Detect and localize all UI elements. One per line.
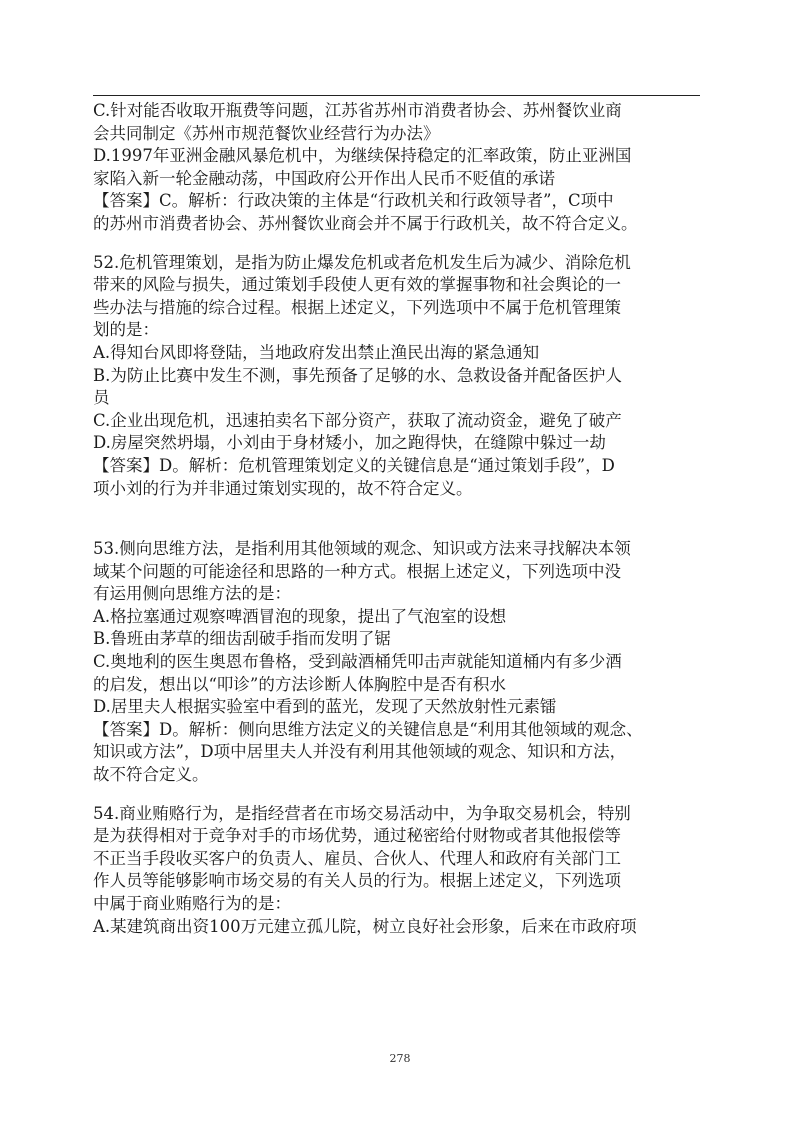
q52-stem-line-1: 52.危机管理策划，是指为防止爆发危机或者危机发生后为减少、消除危机 [93, 252, 631, 272]
q52-stem-line-2: 带来的风险与损失，通过策划手段使人更有效的掌握事物和社会舆论的一 [93, 275, 621, 295]
q53-answer-line-2: 知识或方法”，D项中居里夫人并没有利用其他领域的观念、知识和方法， [93, 742, 627, 762]
spacer [93, 787, 703, 803]
q51-option-d-line-2: 家陷入新一轮金融动荡，中国政府公开作出人民币不贬值的承诺 [93, 168, 555, 188]
q53-option-b: B.鲁班由茅草的细齿刮破手指而发明了锯 [93, 629, 391, 649]
q51-option-c-line-2: 会共同制定《苏州市规范餐饮业经营行为办法》 [93, 123, 440, 143]
q52-option-b-line-1: B.为防止比赛中发生不测，事先预备了足够的水、急救设备并配备医护人 [93, 365, 622, 385]
q51-option-c-line-1: C.针对能否收取开瓶费等问题，江苏省苏州市消费者协会、苏州餐饮业商 [93, 101, 622, 120]
q51-answer-line-2: 的苏州市消费者协会、苏州餐饮业商会并不属于行政机关，故不符合定义。 [93, 213, 638, 233]
q53-stem-line-3: 有运用侧向思维方法的是： [93, 584, 291, 604]
q53-stem-line-2: 域某个问题的可能途径和思路的一种方式。根据上述定义，下列选项中没 [93, 561, 621, 581]
q53-answer-line-3: 故不符合定义。 [93, 765, 209, 785]
q53-option-a: A.格拉塞通过观察啤酒冒泡的现象，提出了气泡室的设想 [93, 606, 507, 626]
q53-stem-line-1: 53.侧向思维方法，是指利用其他领域的观念、知识或方法来寻找解决本领 [93, 539, 631, 559]
q53-option-c-line-1: C.奥地利的医生奥恩布鲁格，受到敲酒桶凭叩击声就能知道桶内有多少酒 [93, 652, 622, 672]
q54-stem-line-1: 54.商业贿赂行为，是指经营者在市场交易活动中，为争取交易机会，特别 [93, 803, 631, 823]
q54-stem-line-5: 中属于商业贿赂行为的是： [93, 894, 291, 913]
q52-stem-line-3: 些办法与措施的综合过程。根据上述定义，下列选项中不属于危机管理策 [93, 297, 621, 317]
q53-option-d: D.居里夫人根据实验室中看到的蓝光，发现了天然放射性元素镭 [93, 697, 557, 717]
q52-answer-line-1: 【答案】D。解析：危机管理策划定义的关键信息是“通过策划手段”，D [93, 455, 615, 475]
q51-answer-line-1: 【答案】C。解析：行政决策的主体是“行政机关和行政领导者”，C项中 [93, 191, 614, 211]
spacer [93, 500, 703, 538]
q52-option-d: D.房屋突然坍塌，小刘由于身材矮小，加之跑得快，在缝隙中躲过一劫 [93, 433, 606, 453]
spacer [93, 236, 703, 252]
q53-answer-line-1: 【答案】D。解析：侧向思维方法定义的关键信息是“利用其他领域的观念、 [93, 719, 643, 739]
q52-option-c: C.企业出现危机，迅速拍卖名下部分资产，获取了流动资金，避免了破产 [93, 410, 622, 430]
q54-stem-line-4: 作人员等能够影响市场交易的有关人员的行为。根据上述定义，下列选项 [93, 871, 621, 891]
page-number: 278 [389, 1052, 411, 1065]
q54-option-a-line-1: A.某建筑商出资100万元建立孤儿院，树立良好社会形象，后来在市政府项 [93, 916, 637, 936]
q54-stem-line-3: 不正当手段收买客户的负责人、雇员、合伙人、代理人和政府有关部门工 [93, 848, 621, 868]
top-rule [93, 95, 700, 96]
q52-option-a: A.得知台风即将登陆，当地政府发出禁止渔民出海的紧急通知 [93, 342, 540, 362]
q52-answer-line-2: 项小刘的行为并非通过策划实现的，故不符合定义。 [93, 478, 473, 498]
question-51-tail [93, 100, 703, 236]
page-body [93, 100, 703, 938]
q52-stem-line-4: 划的是： [93, 320, 159, 340]
q52-option-b-line-2: 员 [93, 388, 110, 408]
question-54 [93, 803, 703, 939]
q54-stem-line-2: 是为获得相对于竞争对手的市场优势，通过秘密给付财物或者其他报偿等 [93, 826, 621, 846]
question-52 [93, 252, 703, 501]
q51-option-d-line-1: D.1997年亚洲金融风暴危机中，为继续保持稳定的汇率政策，防止亚洲国 [93, 146, 632, 166]
q53-option-c-line-2: 的启发，想出以“叩诊”的方法诊断人体胸腔中是否有积水 [93, 674, 506, 694]
question-53 [93, 538, 703, 787]
